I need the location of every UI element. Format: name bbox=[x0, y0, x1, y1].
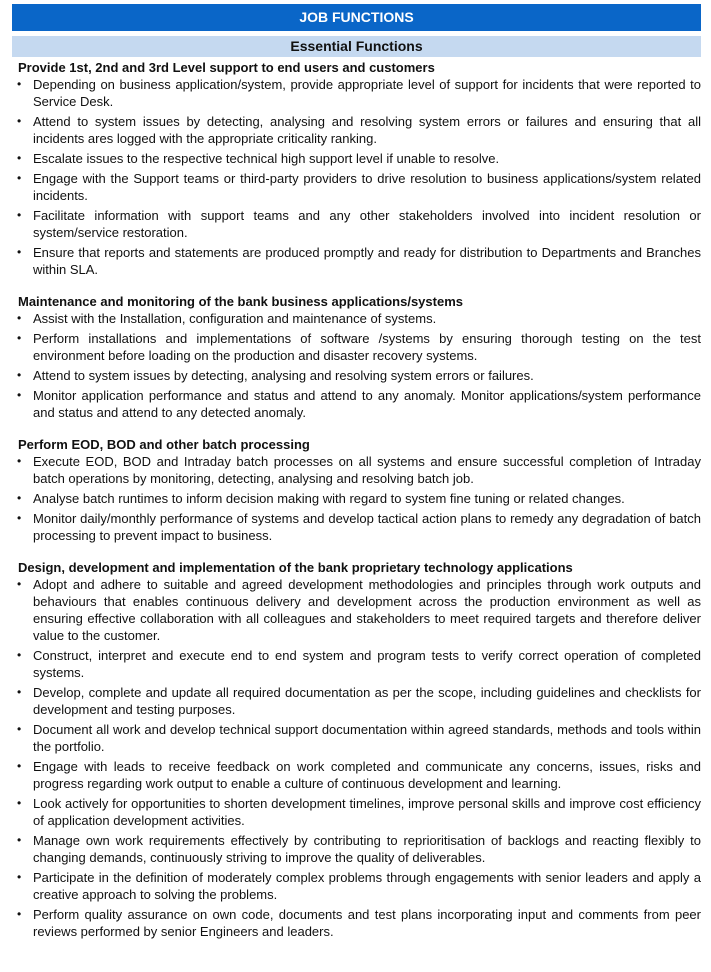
section bbox=[8, 436, 707, 544]
list-item: • Participate in the definition of moderately complex problems through engagements with senior leaders and apply a creative approach to solving the problems. bbox=[16, 869, 701, 903]
section-title: Perform EOD, BOD and other batch processing bbox=[18, 437, 310, 452]
list-item: • Perform quality assurance on own code, documents and test plans incorporating input and comments from peer reviews performed by senior Engineers and leaders. bbox=[16, 906, 701, 940]
list-item: • Adopt and adhere to suitable and agreed development methodologies and principles through work outputs and behaviours that enables continuous delivery and development across the production environment as well as ensuring effective collaboration with all colleagues and stakeholders to meet required targets and therefore deliver value to the customer. bbox=[16, 576, 701, 644]
section bbox=[8, 59, 707, 278]
list-item: • Attend to system issues by detecting, analysing and resolving system errors or failures and ensuring that all incidents ares logged with the appropriate criticality ranking. bbox=[16, 113, 701, 147]
bullet-list bbox=[8, 76, 707, 278]
list-item: • Look actively for opportunities to shorten development timelines, improve personal skills and improve cost efficiency of application development activities. bbox=[16, 795, 701, 829]
bullet-list bbox=[8, 310, 707, 421]
list-item: • Document all work and develop technical support documentation within agreed standards, methods and tools within the portfolio. bbox=[16, 721, 701, 755]
job-functions-header: JOB FUNCTIONS bbox=[12, 4, 701, 31]
section-title: Provide 1st, 2nd and 3rd Level support to end users and customers bbox=[18, 60, 435, 75]
list-item: • Manage own work requirements effectively by contributing to reprioritisation of backlogs and reacting flexibly to changing demands, continuously striving to improve the quality of deliverables. bbox=[16, 832, 701, 866]
section-title: Maintenance and monitoring of the bank business applications/systems bbox=[18, 294, 463, 309]
bullet-list bbox=[8, 576, 707, 940]
list-item: • Construct, interpret and execute end to end system and program tests to verify correct operation of completed systems. bbox=[16, 647, 701, 681]
list-item: • Ensure that reports and statements are produced promptly and ready for distribution to Departments and Branches within SLA. bbox=[16, 244, 701, 278]
section bbox=[8, 559, 707, 940]
list-item: • Perform installations and implementations of software /systems by ensuring thorough testing on the test environment before loading on the production and disaster recovery systems. bbox=[16, 330, 701, 364]
essential-functions-subheader: Essential Functions bbox=[12, 36, 701, 57]
list-item: • Engage with the Support teams or third-party providers to drive resolution to business applications/system related incidents. bbox=[16, 170, 701, 204]
list-item: • Engage with leads to receive feedback on work completed and communicate any concerns, issues, risks and progress regarding work output to enable a culture of continuous development and learning. bbox=[16, 758, 701, 792]
list-item: • Assist with the Installation, configuration and maintenance of systems. bbox=[16, 310, 701, 327]
list-item: • Escalate issues to the respective technical high support level if unable to resolve. bbox=[16, 150, 701, 167]
list-item: • Execute EOD, BOD and Intraday batch processes on all systems and ensure successful completion of Intraday batch operations by monitoring, detecting, analysing and resolving batch job. bbox=[16, 453, 701, 487]
section-title: Design, development and implementation of the bank proprietary technology applications bbox=[18, 560, 573, 575]
sections-container bbox=[8, 59, 707, 940]
section bbox=[8, 293, 707, 421]
list-item: • Develop, complete and update all required documentation as per the scope, including guidelines and checklists for development and testing purposes. bbox=[16, 684, 701, 718]
bullet-list bbox=[8, 453, 707, 544]
list-item: • Attend to system issues by detecting, analysing and resolving system errors or failures. bbox=[16, 367, 701, 384]
list-item: • Monitor application performance and status and attend to any anomaly. Monitor applications/system performance and status and attend to any detected anomaly. bbox=[16, 387, 701, 421]
list-item: • Facilitate information with support teams and any other stakeholders involved into incident resolution or system/service restoration. bbox=[16, 207, 701, 241]
list-item: • Depending on business application/system, provide appropriate level of support for incidents that were reported to Service Desk. bbox=[16, 76, 701, 110]
list-item: • Analyse batch runtimes to inform decision making with regard to system fine tuning or related changes. bbox=[16, 490, 701, 507]
list-item: • Monitor daily/monthly performance of systems and develop tactical action plans to remedy any degradation of batch processing to prevent impact to business. bbox=[16, 510, 701, 544]
